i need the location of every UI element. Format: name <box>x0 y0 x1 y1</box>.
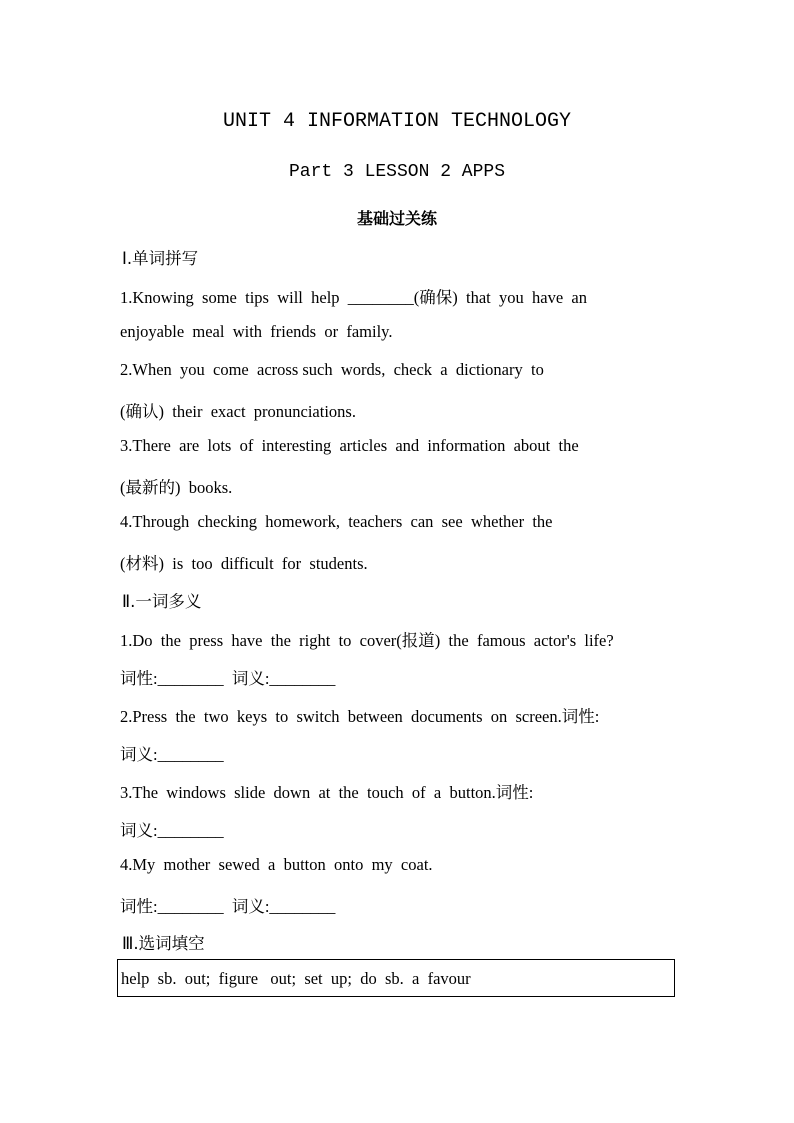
question-line: enjoyable meal with friends or family. <box>120 322 393 341</box>
question-line: 1.Knowing some tips will help ________(确保) that you have an <box>120 288 587 307</box>
word-bank-text: help sb. out; figure out; set up; do sb. a favour <box>121 969 471 988</box>
question-line: 3.The windows slide down at the touch of a button.词性: <box>120 783 534 802</box>
unit-title: UNIT 4 INFORMATION TECHNOLOGY <box>222 110 572 133</box>
question-line: 1.Do the press have the right to cover(报道) the famous actor's life? <box>120 631 614 650</box>
lesson-title: Part 3 LESSON 2 APPS <box>288 162 506 182</box>
question-line: 4.My mother sewed a button onto my coat. <box>120 855 433 874</box>
answer-blank-line: 词义:________ <box>120 745 224 764</box>
word-bank-box <box>117 959 675 997</box>
section-heading-word-choice: Ⅲ.选词填空 <box>122 934 205 953</box>
answer-blank-line: 词性:________ 词义:________ <box>120 669 336 688</box>
question-line: (最新的) books. <box>120 478 233 497</box>
question-line: 2.Press the two keys to switch between documents on screen.词性: <box>120 707 600 726</box>
question-line: 4.Through checking homework, teachers can see whether the <box>120 512 553 531</box>
section-heading-polysemy: Ⅱ.一词多义 <box>122 592 202 611</box>
question-line: (材料) is too difficult for students. <box>120 554 368 573</box>
section-heading-spelling: Ⅰ.单词拼写 <box>122 249 199 268</box>
answer-blank-line: 词性:________ 词义:________ <box>120 897 336 916</box>
question-line: 2.When you come across such words, check a dictionary to <box>120 360 544 379</box>
exercise-title: 基础过关练 <box>356 209 437 228</box>
question-line: (确认) their exact pronunciations. <box>120 402 356 421</box>
question-line: 3.There are lots of interesting articles and information about the <box>120 436 579 455</box>
answer-blank-line: 词义:________ <box>120 821 224 840</box>
